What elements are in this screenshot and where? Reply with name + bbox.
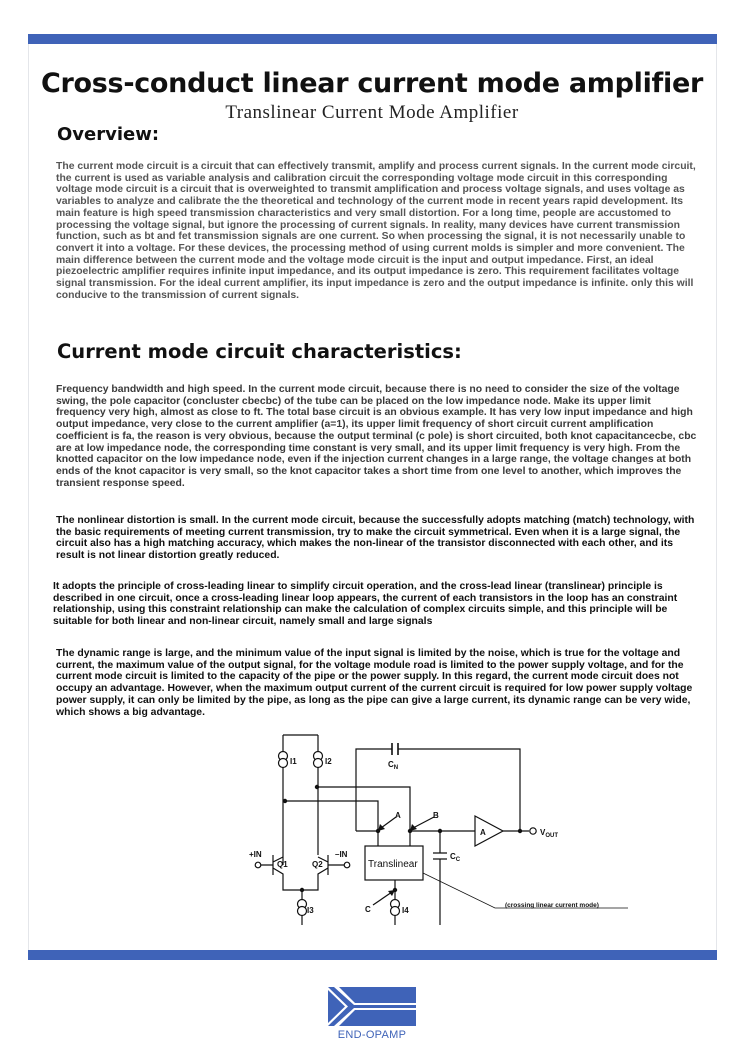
- label-q2: Q2: [312, 860, 323, 869]
- characteristics-paragraph-4: The dynamic range is large, and the minimum value of the input signal is limited by the noise, which is true for the voltage and current, the maximum value of the output signal, for the voltage module road is limited to the power supply voltage, and for the current mode circuit is limited to the capacity of the pipe or the power supply. In this regard, the current mode circuit does not occupy an advantage. However, when the maximum output current of the current circuit is required for low power supply voltage power supply, it can only be limited by the pipe, as long as the pipe can give a large current, its dynamic range can be very wide, which shows a big advantage.: [56, 648, 693, 718]
- label-i3: I3: [307, 906, 314, 915]
- end-opamp-logo: [326, 985, 418, 1041]
- circuit-diagram: [240, 725, 640, 925]
- characteristics-heading: Current mode circuit characteristics:: [57, 340, 462, 363]
- characteristics-paragraph-1: Frequency bandwidth and high speed. In the current mode circuit, because there is no need to consider the size of the voltage swing, the pole capacitor (concluster cbecbc) of the tube can be placed on the low impedance node. Make its upper limit frequency very high, almost as close to ft. The total base circuit is an obvious example. It has very low input impedance and high output impedance, very close to the current amplifier (a=1), its upper limit frequency of short circuit current amplification coefficient is fa, the reason is very obvious, because the output terminal (c pole) is short circuited, both knot capacitancecbe, cbc are at low impedance node, the corresponding time constant is very small, and its upper limit frequency is very high. From the knotted capacitor on the low impedance node, even if the injection current changes in a large range, the voltage changes at both ends of the knot capacitor is very small, so the knot capacitor takes a short time from one level to another, which improves the transient response speed.: [56, 384, 697, 489]
- plus-in-terminal: [255, 862, 261, 868]
- label-cn: $C_N$: [388, 760, 399, 771]
- label-node-b: B: [433, 811, 439, 820]
- logo-text: END-OPAMP: [337, 1029, 407, 1041]
- top-accent-bar: [28, 34, 717, 44]
- characteristics-paragraph-2: The nonlinear distortion is small. In the current mode circuit, because the successfully adopts matching (match) technology, with the basic requirements of meeting current transmission, try to make the circuit symmetrical. Even when it is a large signal, the circuit also has a high matching accuracy, which makes the non-linear of the transistor disconnected with each other, and its result is not linear distortion greatly reduced.: [56, 515, 695, 562]
- translinear-label: Translinear: [368, 859, 418, 870]
- current-source-i2-icon: [314, 752, 323, 768]
- characteristics-paragraph-3: It adopts the principle of cross-leading linear to simplify circuit operation, and the cross-lead linear (translinear) principle is described in one circuit, once a cross-leading linear loop appears, the current of each transistors in the loop has an constraint relationship, using this constraint relationship can make the calculation of complex circuits simple, and this principle will be suitable for both linear and non-linear circuit, namely small and large signals: [53, 581, 678, 628]
- label-minus-in: –IN: [335, 850, 348, 859]
- label-cc: $C_C$: [450, 852, 461, 863]
- label-node-a: A: [395, 811, 401, 820]
- overview-paragraph: The current mode circuit is a circuit that can effectively transmit, amplify and process current signals. In the current mode circuit, the current is used as variable analysis and calibration circuit the corresponding voltage mode circuit in this corresponding voltage mode circuit is a circuit that is overweighted to transmit amplification and process voltage signals, and uses voltage as variables to analyze and calibrate the the theoretical and technology of the current mode in recent years rapid development. Its main feature is high speed transmission characteristics and very small distortion. For a long time, people are accustomed to processing the voltage signal, but ignore the processing of current signals. In reality, many devices have current transmission function, such as bt and fet transmission signals are one current. So when processing the signal, it is not necessarily unable to convert it into a voltage. For these devices, the processing method of using current molds is simpler and more convenient. The main difference between the current mode and the voltage mode circuit is the input and output impedance. First, an ideal piezoelectric amplifier requires infinite input impedance, and its output impedance is zero. This requirement facilitates voltage signal transmission. For the ideal current amplifier, its input impedance is zero and the output impedance is infinite. only this will conducive to the transmission of current signals.: [56, 161, 696, 301]
- label-i1: I1: [290, 757, 297, 766]
- label-i4: I4: [402, 906, 409, 915]
- label-amp: A: [480, 828, 486, 837]
- current-source-i3-icon: [298, 900, 307, 916]
- current-source-i4-icon: [391, 900, 400, 916]
- label-node-c: C: [365, 905, 371, 914]
- minus-in-terminal: [344, 862, 350, 868]
- bottom-accent-bar: [28, 950, 717, 960]
- overview-heading: Overview:: [57, 124, 160, 145]
- page-subtitle: Translinear Current Mode Amplifier: [225, 102, 519, 123]
- current-source-i1-icon: [279, 752, 288, 768]
- callout-label: (crossing linear current mode): [505, 902, 599, 909]
- page-title: Cross-conduct linear current mode amplifier: [41, 68, 703, 99]
- label-plus-in: +IN: [249, 850, 262, 859]
- label-i2: I2: [325, 757, 332, 766]
- label-q1: Q1: [277, 860, 288, 869]
- label-vout: $V_{OUT}$: [540, 828, 559, 839]
